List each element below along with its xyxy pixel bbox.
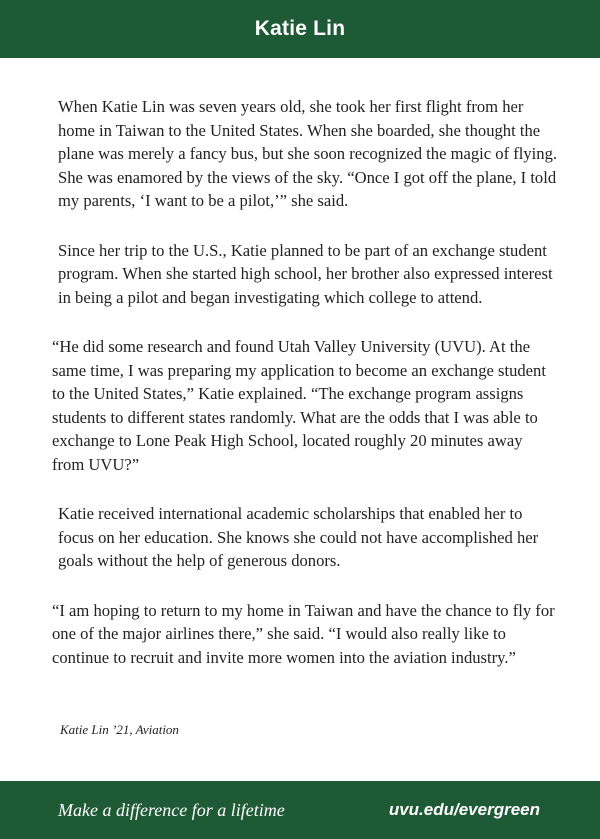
attribution: Katie Lin ’21, Aviation — [60, 722, 179, 737]
footer-bar — [0, 781, 600, 839]
paragraph-5-quote: “I am hoping to return to my home in Taiwan and have the chance to fly for one of the major airlines there,” she said. “I would also really like to continue to recruit and invite more women into the aviation industry.” — [52, 600, 555, 667]
footer-tagline: Make a difference for a lifetime — [58, 800, 285, 820]
paragraph-3-quote: “He did some research and found Utah Valley University (UVU). At the same time, I was preparing my application to become an exchange student to the United States,” Katie explained. “The exchange program assigns students to different states randomly. What are the odds that I was able to exchange to Lone Peak High School, located roughly 20 minutes away from UVU?” — [52, 337, 546, 474]
paragraph-1: When Katie Lin was seven years old, she took her first flight from her home in Taiwan to the United States. When she boarded, she thought the plane was merely a fancy bus, but she soon recognized the magic of flying. She was enamored by the views of the sky. “Once I got off the plane, I told my parents, ‘I want to be a pilot,’” she said. — [58, 97, 558, 210]
paragraph-4: Katie received international academic scholarships that enabled her to focus on her education. She knows she could not have accomplished her goals without the help of generous donors. — [58, 504, 539, 570]
article-body — [52, 95, 558, 695]
page-title: Katie Lin — [254, 17, 346, 40]
paragraph-2: Since her trip to the U.S., Katie planned to be part of an exchange student program. When she started high school, her brother also expressed interest in being a pilot and began investigating which college to attend. — [58, 240, 553, 307]
header-bar — [0, 0, 600, 58]
footer-url-link[interactable]: uvu.edu/evergreen — [388, 800, 540, 819]
